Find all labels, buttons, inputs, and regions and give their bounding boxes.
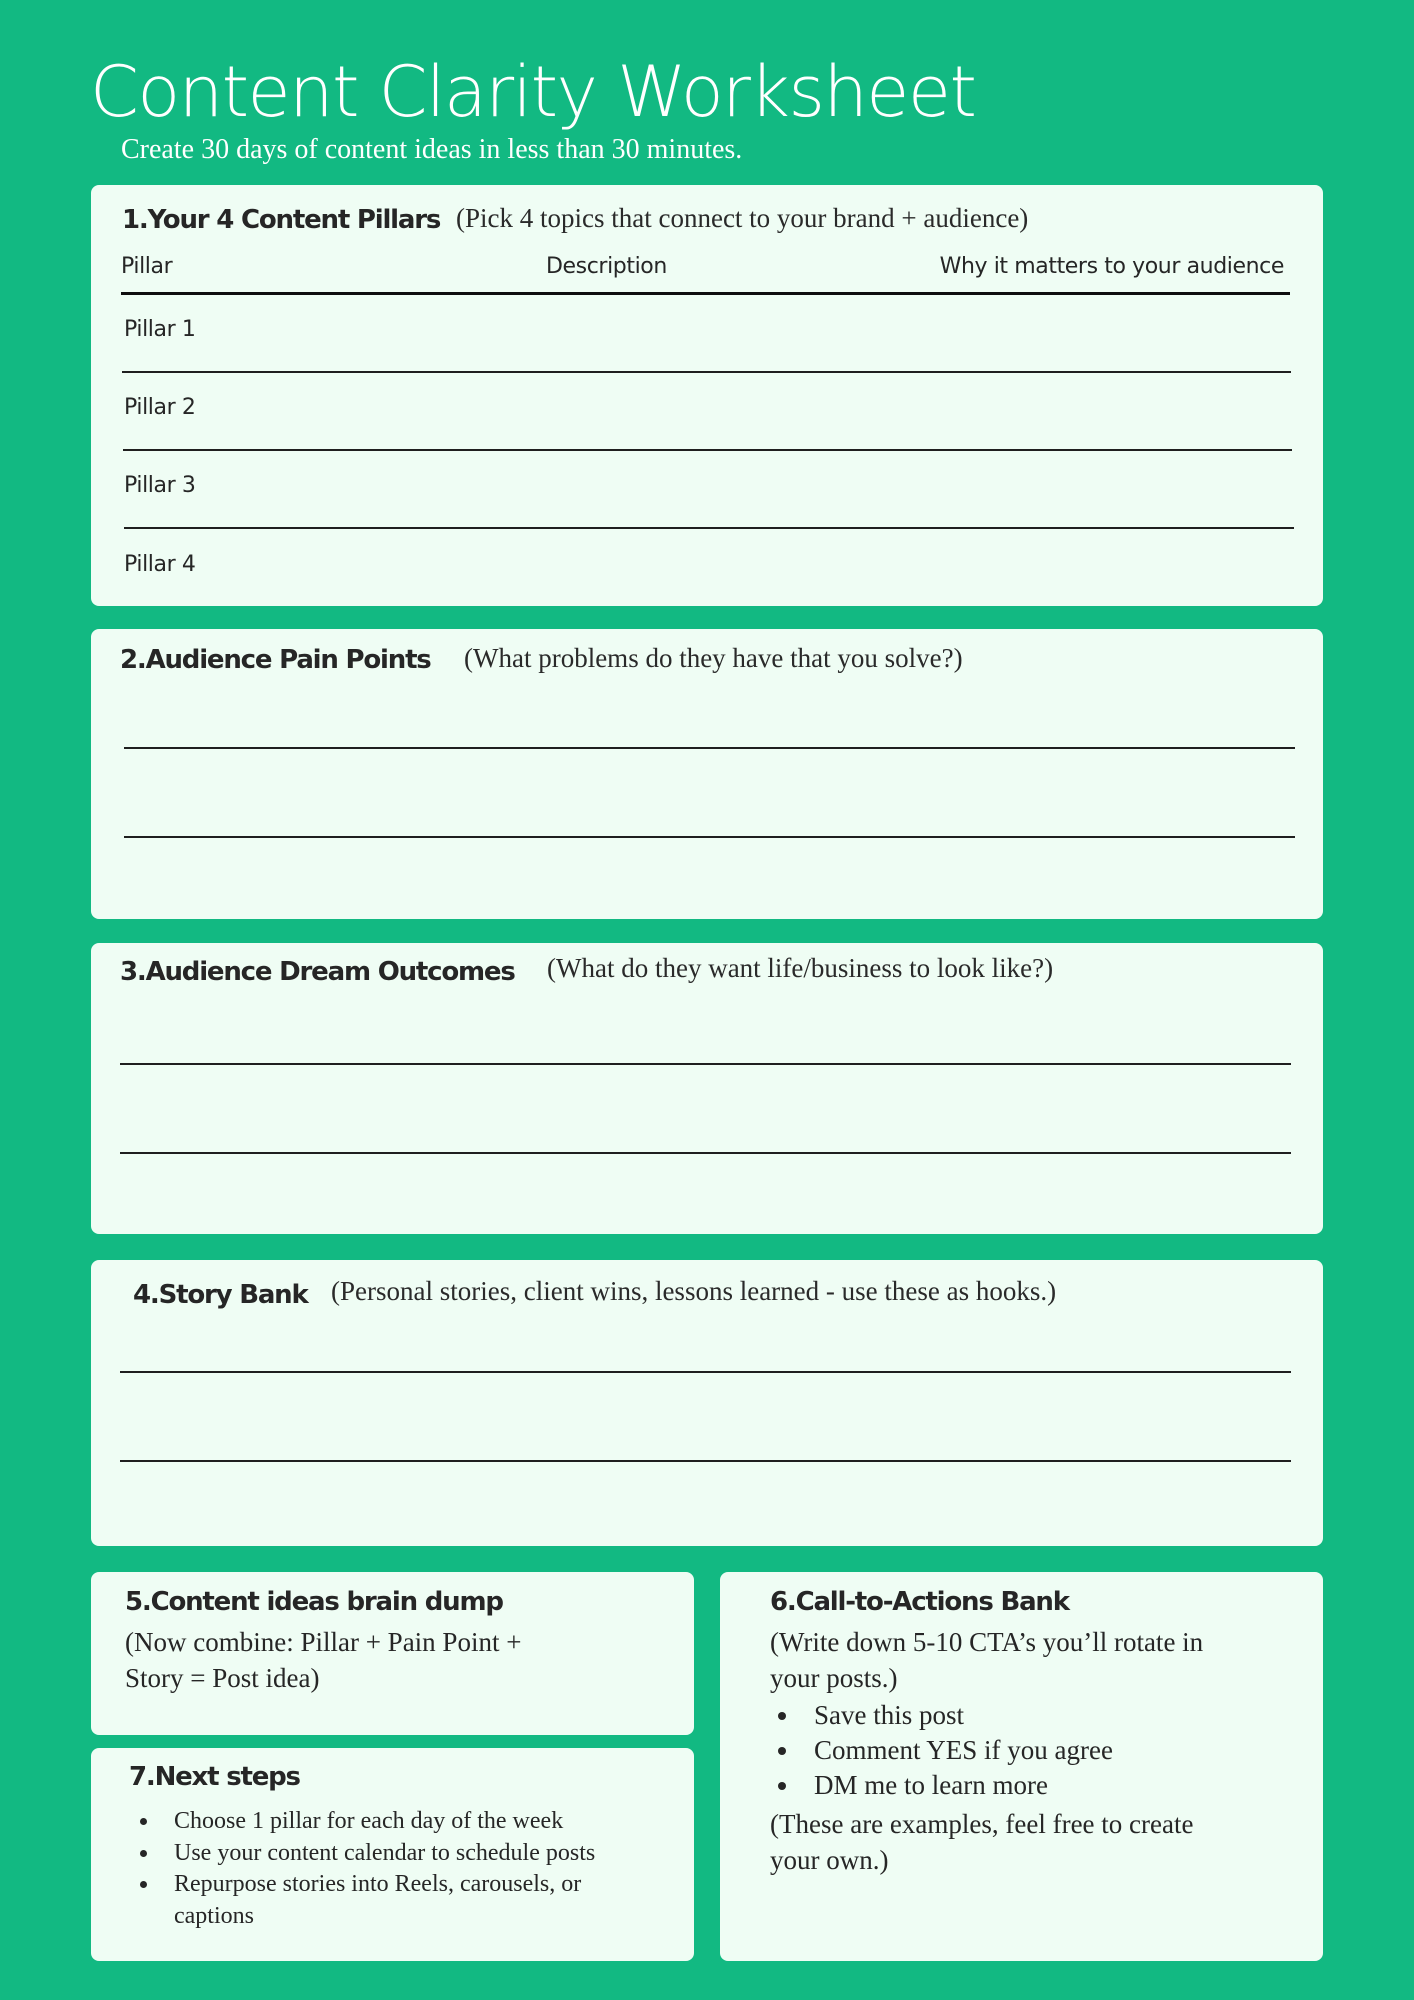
row-divider — [122, 371, 1291, 373]
cta-intro — [770, 1624, 1310, 1696]
bullet-icon — [140, 1850, 147, 1857]
bullet-icon — [778, 1712, 786, 1720]
page-title: Content Clarity Worksheet — [90, 51, 976, 133]
section-next-steps — [91, 1748, 694, 1961]
bullet-icon — [778, 1747, 786, 1755]
pillar-label: Pillar 4 — [124, 552, 196, 577]
section-title: 6.Call-to-Actions Bank — [770, 1587, 1069, 1617]
bullet-icon — [140, 1818, 147, 1825]
list-item: Choose 1 pillar for each day of the week — [134, 1806, 654, 1838]
hint-line: (Now combine: Pillar + Pain Point + — [125, 1627, 522, 1657]
pillar-label: Pillar 2 — [124, 395, 196, 420]
section-brain-dump — [91, 1572, 694, 1735]
column-header-pillar: Pillar — [121, 254, 173, 279]
intro-line: (Write down 5-10 CTA’s you’ll rotate in — [770, 1627, 1204, 1657]
section-title: 1.Your 4 Content Pillars — [122, 205, 441, 235]
write-in-line[interactable] — [120, 1063, 1291, 1065]
row-divider — [124, 527, 1294, 529]
list-item: Save this post — [770, 1698, 1290, 1733]
write-in-line[interactable] — [124, 747, 1295, 749]
bullet-icon — [140, 1881, 147, 1888]
section-title: 4.Story Bank — [133, 1280, 308, 1310]
section-content-pillars — [91, 185, 1323, 606]
table-header-divider — [121, 292, 1290, 295]
bullet-icon — [778, 1782, 786, 1790]
list-item: DM me to learn more — [770, 1768, 1290, 1803]
section-hint: (Pick 4 topics that connect to your brand + audience) — [456, 203, 1029, 233]
column-header-description: Description — [546, 254, 667, 279]
section-dream-outcomes — [91, 943, 1323, 1234]
pillar-label: Pillar 3 — [124, 473, 196, 498]
outro-line: (These are examples, feel free to create — [770, 1809, 1194, 1839]
list-item: Repurpose stories into Reels, carousels, or captions — [134, 1869, 654, 1932]
section-title: 3.Audience Dream Outcomes — [120, 957, 515, 987]
pillar-label: Pillar 1 — [124, 317, 196, 342]
section-cta-bank — [720, 1572, 1323, 1961]
section-story-bank — [91, 1260, 1323, 1546]
section-title: 7.Next steps — [129, 1762, 300, 1792]
outro-line: your own.) — [770, 1845, 889, 1875]
section-pain-points — [91, 629, 1323, 919]
cta-list — [770, 1698, 1290, 1803]
section-hint: (Personal stories, client wins, lessons learned - use these as hooks.) — [331, 1276, 1057, 1306]
write-in-line[interactable] — [124, 836, 1295, 838]
hint-line: Story = Post idea) — [125, 1663, 320, 1693]
row-divider — [123, 449, 1292, 451]
list-item: Use your content calendar to schedule posts — [134, 1838, 654, 1870]
next-steps-list — [134, 1806, 654, 1932]
section-title: 2.Audience Pain Points — [120, 645, 431, 675]
write-in-line[interactable] — [120, 1460, 1291, 1462]
section-hint: (What do they want life/business to look like?) — [547, 953, 1054, 983]
section-title: 5.Content ideas brain dump — [125, 1587, 503, 1617]
intro-line: your posts.) — [770, 1663, 898, 1693]
write-in-line[interactable] — [120, 1371, 1291, 1373]
section-hint — [125, 1624, 685, 1696]
column-header-why-it-matters: Why it matters to your audience — [939, 254, 1284, 279]
write-in-line[interactable] — [120, 1152, 1291, 1154]
cta-outro — [770, 1806, 1310, 1878]
section-hint: (What problems do they have that you solve?) — [464, 643, 963, 673]
list-item: Comment YES if you agree — [770, 1733, 1290, 1768]
page-subtitle: Create 30 days of content ideas in less than 30 minutes. — [121, 134, 743, 165]
